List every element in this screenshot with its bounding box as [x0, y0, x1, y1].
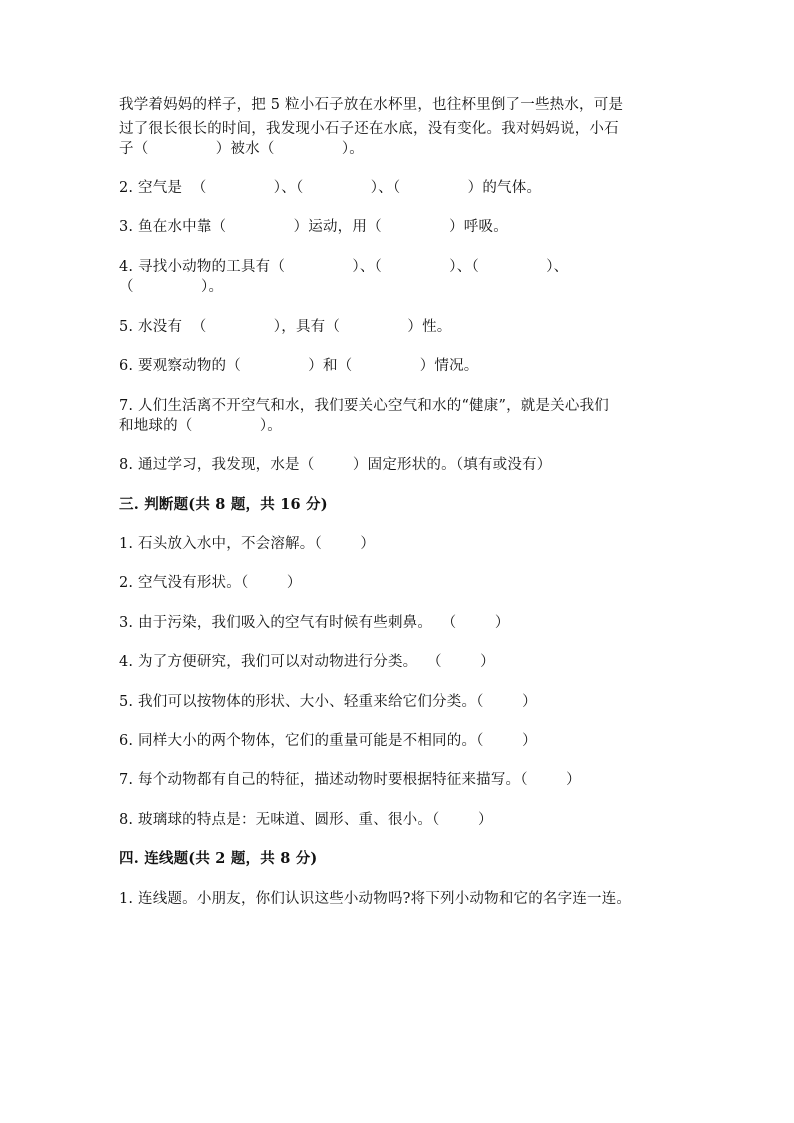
q4-line-2: （ ）。 [119, 279, 224, 295]
section3-heading: 三. 判断题(共 8 题，共 16 分) [119, 496, 328, 513]
judge-item-5: 5. 我们可以按物体的形状、大小、轻重来给它们分类。（ ） [119, 694, 537, 710]
section4-heading: 四. 连线题(共 2 题，共 8 分) [119, 850, 318, 867]
q7-line-2: 和地球的（ ）。 [119, 418, 282, 434]
judge-item-4: 4. 为了方便研究，我们可以对动物进行分类。 （ ） [119, 654, 495, 670]
judge-item-8: 8. 玻璃球的特点是：无味道、圆形、重、很小。（ ） [119, 812, 493, 828]
judge-item-1: 1. 石头放入水中，不会溶解。（ ） [119, 536, 376, 552]
matching-question-1: 1. 连线题。小朋友，你们认识这些小动物吗?将下列小动物和它的名字连一连。 [119, 891, 632, 907]
q1-line-3: 子（ ）被水（ ）。 [119, 141, 365, 157]
q1-line-1: 我学着妈妈的样子，把 5 粒小石子放在水杯里，也往杯里倒了一些热水，可是 [119, 97, 624, 113]
q3-text: 3. 鱼在水中靠（ ）运动，用（ ）呼吸。 [119, 219, 508, 235]
q6-text: 6. 要观察动物的（ ）和（ ）情况。 [119, 358, 479, 374]
q8-text: 8. 通过学习，我发现，水是（ ）固定形状的。（填有或没有） [119, 457, 552, 473]
q1-line-2: 过了很长很长的时间，我发现小石子还在水底，没有变化。我对妈妈说，小石 [119, 121, 619, 137]
judge-item-2: 2. 空气没有形状。（ ） [119, 575, 302, 591]
judge-item-3: 3. 由于污染，我们吸入的空气有时候有些刺鼻。 （ ） [119, 615, 510, 631]
q7-line-1: 7. 人们生活离不开空气和水，我们要关心空气和水的“健康”，就是关心我们 [119, 398, 609, 414]
q2-text: 2. 空气是 （ ）、（ ）、（ ）的气体。 [119, 180, 542, 196]
q5-text: 5. 水没有 （ ），具有（ ）性。 [119, 319, 452, 335]
q4-line-1: 4. 寻找小动物的工具有（ ）、（ ）、（ ）、 [119, 259, 569, 275]
judge-item-6: 6. 同样大小的两个物体，它们的重量可能是不相同的。（ ） [119, 733, 537, 749]
judge-item-7: 7. 每个动物都有自己的特征，描述动物时要根据特征来描写。（ ） [119, 772, 581, 788]
